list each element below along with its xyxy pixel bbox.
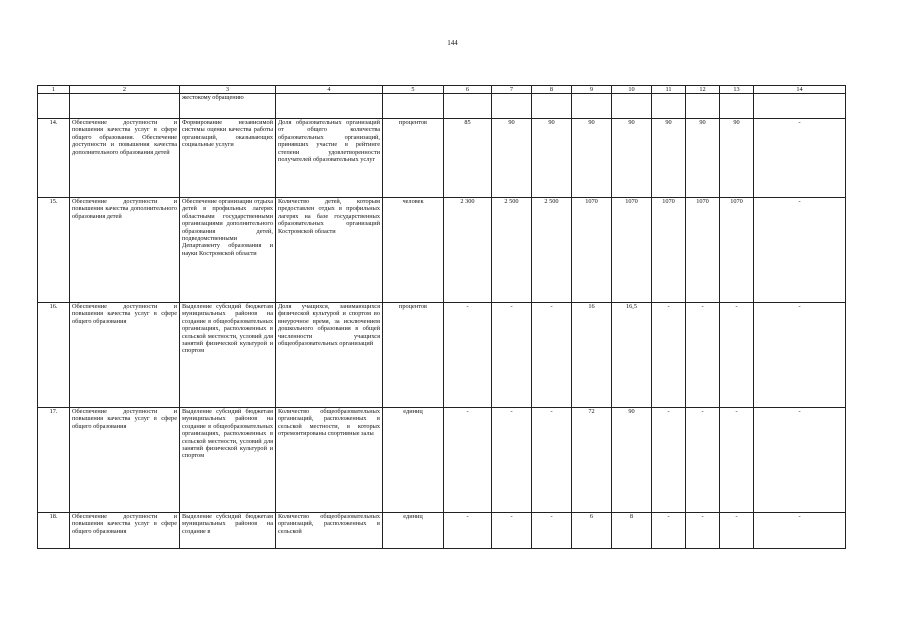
measure-cell: Формирование независимой системы оценки качества работы организаций, оказывающих социальные услуги	[180, 119, 276, 198]
table-row	[38, 303, 846, 408]
value-cell: -	[532, 408, 572, 513]
value-cell: -	[532, 513, 572, 549]
page-number: 144	[447, 39, 458, 47]
value-cell: -	[492, 513, 532, 549]
value-cell: -	[652, 303, 686, 408]
task-cell: Обеспечение доступности и повышения качества услуг в сфере общего образования. Обеспечение доступности и повышения качества дополнительного образования детей	[70, 119, 180, 198]
value-cell: 90	[612, 119, 652, 198]
value-cell: -	[686, 303, 720, 408]
row-number: 15.	[38, 198, 70, 303]
value-cell: 72	[572, 408, 612, 513]
unit-cell: единиц	[383, 408, 444, 513]
value-cell: 1070	[720, 198, 754, 303]
column-header: 6	[444, 86, 492, 94]
value-cell: 1070	[572, 198, 612, 303]
measure-cell: жестокому обращению	[180, 94, 276, 119]
column-header: 3	[180, 86, 276, 94]
value-cell: -	[652, 513, 686, 549]
row-number: 17.	[38, 408, 70, 513]
value-cell: 1070	[612, 198, 652, 303]
value-cell: -	[532, 303, 572, 408]
value-cell: 6	[572, 513, 612, 549]
value-cell: 8	[612, 513, 652, 549]
unit-cell: единиц	[383, 513, 444, 549]
value-cell: 1070	[652, 198, 686, 303]
value-cell: -	[720, 408, 754, 513]
value-cell: 90	[652, 119, 686, 198]
value-cell: -	[720, 303, 754, 408]
value-cell: 90	[572, 119, 612, 198]
value-cell: 90	[720, 119, 754, 198]
column-header: 10	[612, 86, 652, 94]
value-cell: -	[492, 303, 532, 408]
table-row	[38, 408, 846, 513]
column-header: 4	[276, 86, 383, 94]
value-cell: 85	[444, 119, 492, 198]
column-header: 12	[686, 86, 720, 94]
last-cell: -	[754, 513, 846, 549]
column-header: 13	[720, 86, 754, 94]
column-header: 2	[70, 86, 180, 94]
value-cell: -	[444, 408, 492, 513]
task-cell: Обеспечение доступности и повышения качества услуг в сфере общего образования	[70, 513, 180, 549]
continuation-row	[38, 94, 846, 119]
value-cell: 90	[686, 119, 720, 198]
unit-cell: процентов	[383, 119, 444, 198]
indicators-table	[37, 85, 846, 549]
measure-cell: Обеспечение организации отдыха детей в профильных лагерях областными государственными организациями дополнительного образования детей, подведомственными Департаменту образования и науки Костромской области	[180, 198, 276, 303]
value-cell: 16,5	[612, 303, 652, 408]
measure-cell: Выделение субсидий бюджетам муниципальных районов на создание в общеобразовательных организациях, расположенных в сельской местности, условий для занятий физической культурой и спортом	[180, 408, 276, 513]
indicator-cell: Количество общеобразовательных организаций, расположенных в сельской местности, в которых отремонтированы спортивные залы	[276, 408, 383, 513]
last-cell: -	[754, 408, 846, 513]
row-number: 14.	[38, 119, 70, 198]
value-cell: -	[720, 513, 754, 549]
header-row	[38, 86, 846, 94]
indicator-cell: Количество общеобразовательных организаций, расположенных в сельской	[276, 513, 383, 549]
indicator-cell: Доля учащихся, занимающихся физической культурой и спортом во внеурочное время, за исключением дошкольного образования в общей численности учащихся общеобразовательных организаций	[276, 303, 383, 408]
table-row	[38, 513, 846, 549]
table-row	[38, 198, 846, 303]
value-cell: 90	[612, 408, 652, 513]
measure-cell: Выделение субсидий бюджетам муниципальных районов на создание в	[180, 513, 276, 549]
value-cell: 2 500	[532, 198, 572, 303]
column-header: 9	[572, 86, 612, 94]
last-cell: -	[754, 119, 846, 198]
value-cell: -	[686, 408, 720, 513]
value-cell: 90	[532, 119, 572, 198]
value-cell: 2 500	[492, 198, 532, 303]
value-cell: 16	[572, 303, 612, 408]
row-number: 18.	[38, 513, 70, 549]
value-cell: -	[652, 408, 686, 513]
value-cell: -	[686, 513, 720, 549]
column-header: 5	[383, 86, 444, 94]
row-number: 16.	[38, 303, 70, 408]
column-header: 14	[754, 86, 846, 94]
last-cell: -	[754, 198, 846, 303]
value-cell: 1070	[686, 198, 720, 303]
value-cell: 90	[492, 119, 532, 198]
unit-cell: процентов	[383, 303, 444, 408]
column-header: 11	[652, 86, 686, 94]
value-cell: 2 300	[444, 198, 492, 303]
table-row	[38, 119, 846, 198]
value-cell: -	[444, 303, 492, 408]
column-header: 8	[532, 86, 572, 94]
task-cell: Обеспечение доступности и повышения качества услуг в сфере общего образования	[70, 408, 180, 513]
task-cell: Обеспечение доступности и повышения качества дополнительного образования детей	[70, 198, 180, 303]
indicator-cell: Доля образовательных организаций от общего количества образовательных организаций, принявших участие в рейтинге степени удовлетворенности получателей образовательных услуг	[276, 119, 383, 198]
unit-cell: человек	[383, 198, 444, 303]
task-cell: Обеспечение доступности и повышения качества услуг в сфере общего образования	[70, 303, 180, 408]
indicator-cell: Количество детей, которым предоставлен отдых в профильных лагерях на базе государственных образовательных организаций Костромской области	[276, 198, 383, 303]
column-header: 7	[492, 86, 532, 94]
column-header: 1	[38, 86, 70, 94]
last-cell: -	[754, 303, 846, 408]
value-cell: -	[492, 408, 532, 513]
measure-cell: Выделение субсидий бюджетам муниципальных районов на создание в общеобразовательных организациях, расположенных в сельской местности, условий для занятий физической культурой и спортом	[180, 303, 276, 408]
value-cell: -	[444, 513, 492, 549]
